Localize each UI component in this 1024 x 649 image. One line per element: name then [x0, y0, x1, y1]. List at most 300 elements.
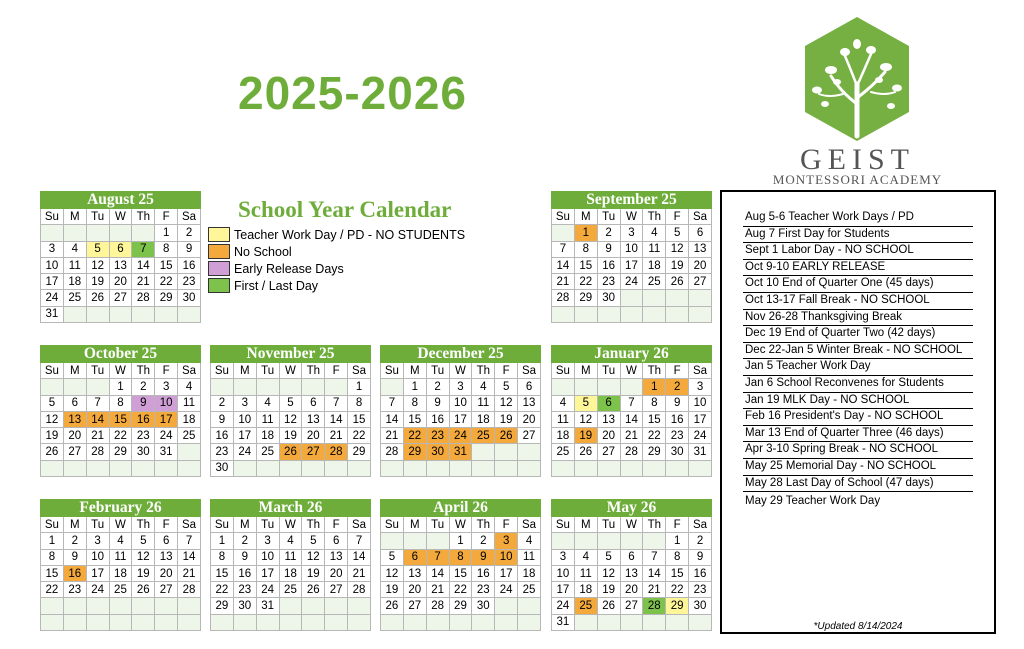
- empty-day-cell: [666, 306, 689, 322]
- month-calendar: [551, 345, 712, 477]
- day-cell: 27: [597, 444, 620, 460]
- weekday-header: Sa: [178, 363, 201, 379]
- weekday-header: W: [449, 517, 472, 533]
- empty-day-cell: [643, 290, 666, 306]
- day-cell: 21: [178, 565, 201, 581]
- day-cell: 7: [426, 549, 449, 565]
- weekday-header: Sa: [689, 363, 712, 379]
- day-cell: 11: [279, 549, 302, 565]
- weekday-header: Su: [381, 363, 404, 379]
- weekday-header: W: [279, 363, 302, 379]
- day-cell: 24: [41, 290, 64, 306]
- day-cell: 19: [495, 411, 518, 427]
- day-cell: 27: [620, 598, 643, 614]
- empty-day-cell: [256, 614, 279, 630]
- day-cell: 29: [348, 444, 371, 460]
- day-cell: 18: [643, 257, 666, 273]
- day-cell: 13: [597, 411, 620, 427]
- empty-day-cell: [279, 379, 302, 395]
- weekday-header: F: [495, 517, 518, 533]
- month-title: April 26: [381, 500, 541, 517]
- day-cell: 29: [449, 598, 472, 614]
- empty-day-cell: [495, 460, 518, 476]
- day-cell: 14: [643, 565, 666, 581]
- day-cell: 25: [178, 428, 201, 444]
- weekday-header: Sa: [348, 517, 371, 533]
- day-cell: 26: [666, 274, 689, 290]
- day-cell: 7: [348, 533, 371, 549]
- day-cell: 27: [403, 598, 426, 614]
- day-cell: 17: [233, 428, 256, 444]
- weekday-header: Tu: [426, 517, 449, 533]
- empty-day-cell: [597, 533, 620, 549]
- empty-day-cell: [597, 614, 620, 630]
- day-cell: 15: [348, 411, 371, 427]
- day-cell: 22: [574, 274, 597, 290]
- day-cell: 6: [689, 225, 712, 241]
- day-cell: 19: [86, 274, 109, 290]
- day-cell: 28: [325, 444, 348, 460]
- empty-day-cell: [132, 460, 155, 476]
- day-cell: 6: [109, 241, 132, 257]
- legend-label: First / Last Day: [234, 278, 319, 293]
- day-cell: 18: [178, 411, 201, 427]
- day-cell: 1: [449, 533, 472, 549]
- day-cell: 28: [552, 290, 575, 306]
- empty-day-cell: [41, 614, 64, 630]
- day-cell: 11: [178, 395, 201, 411]
- weekday-header: Sa: [518, 363, 541, 379]
- day-cell: 15: [41, 565, 64, 581]
- weekday-header: Tu: [86, 517, 109, 533]
- day-cell: 6: [403, 549, 426, 565]
- day-cell: 29: [403, 444, 426, 460]
- weekday-header: W: [109, 517, 132, 533]
- day-cell: 23: [233, 582, 256, 598]
- event-item: May 29 Teacher Work Day: [745, 495, 881, 508]
- day-cell: 26: [132, 582, 155, 598]
- day-cell: 9: [597, 241, 620, 257]
- day-cell: 14: [86, 411, 109, 427]
- empty-day-cell: [211, 614, 234, 630]
- day-cell: 9: [132, 395, 155, 411]
- empty-day-cell: [325, 614, 348, 630]
- day-cell: 16: [597, 257, 620, 273]
- month-title: February 26: [41, 500, 201, 517]
- empty-day-cell: [689, 460, 712, 476]
- day-cell: 2: [211, 395, 234, 411]
- day-cell: 16: [178, 257, 201, 273]
- day-cell: 27: [155, 582, 178, 598]
- empty-day-cell: [574, 379, 597, 395]
- day-cell: 1: [666, 533, 689, 549]
- weekday-header: Sa: [518, 517, 541, 533]
- weekday-header: M: [403, 517, 426, 533]
- day-cell: 2: [132, 379, 155, 395]
- day-cell: 19: [381, 582, 404, 598]
- day-cell: 2: [472, 533, 495, 549]
- weekday-header: Tu: [86, 363, 109, 379]
- day-cell: 5: [279, 395, 302, 411]
- empty-day-cell: [643, 614, 666, 630]
- day-cell: 2: [597, 225, 620, 241]
- empty-day-cell: [178, 444, 201, 460]
- day-cell: 31: [41, 306, 64, 322]
- day-cell: 16: [233, 565, 256, 581]
- day-cell: 16: [426, 411, 449, 427]
- day-cell: 27: [63, 444, 86, 460]
- day-cell: 5: [381, 549, 404, 565]
- empty-day-cell: [132, 225, 155, 241]
- day-cell: 10: [449, 395, 472, 411]
- month-title: September 25: [552, 192, 712, 209]
- day-cell: 4: [643, 225, 666, 241]
- day-cell: 16: [666, 411, 689, 427]
- weekday-header: F: [666, 209, 689, 225]
- day-cell: 9: [211, 411, 234, 427]
- day-cell: 11: [552, 411, 575, 427]
- day-cell: 21: [325, 428, 348, 444]
- day-cell: 17: [552, 582, 575, 598]
- month-title: October 25: [41, 346, 201, 363]
- day-cell: 13: [302, 411, 325, 427]
- day-cell: 6: [63, 395, 86, 411]
- day-cell: 4: [63, 241, 86, 257]
- day-cell: 22: [666, 582, 689, 598]
- day-cell: 13: [689, 241, 712, 257]
- day-cell: 11: [109, 549, 132, 565]
- updated-note: *Updated 8/14/2024: [813, 621, 903, 632]
- day-cell: 30: [132, 444, 155, 460]
- weekday-header: Th: [132, 209, 155, 225]
- weekday-header: M: [574, 363, 597, 379]
- empty-day-cell: [689, 306, 712, 322]
- day-cell: 8: [41, 549, 64, 565]
- event-item: Feb 16 President's Day - NO SCHOOL: [743, 409, 973, 426]
- day-cell: 13: [620, 565, 643, 581]
- weekday-header: Su: [211, 363, 234, 379]
- empty-day-cell: [41, 225, 64, 241]
- day-cell: 1: [574, 225, 597, 241]
- weekday-header: Th: [302, 517, 325, 533]
- day-cell: 4: [178, 379, 201, 395]
- day-cell: 12: [279, 411, 302, 427]
- day-cell: 25: [256, 444, 279, 460]
- day-cell: 1: [348, 379, 371, 395]
- day-cell: 31: [155, 444, 178, 460]
- day-cell: 12: [86, 257, 109, 273]
- year-title: 2025-2026: [238, 67, 467, 119]
- day-cell: 22: [348, 428, 371, 444]
- weekday-header: Sa: [178, 517, 201, 533]
- event-item: Oct 13-17 Fall Break - NO SCHOOL: [743, 293, 973, 310]
- empty-day-cell: [178, 614, 201, 630]
- month-title: December 25: [381, 346, 541, 363]
- day-cell: 15: [211, 565, 234, 581]
- empty-day-cell: [518, 598, 541, 614]
- day-cell: 5: [302, 533, 325, 549]
- day-cell: 26: [86, 290, 109, 306]
- day-cell: 22: [41, 582, 64, 598]
- weekday-header: F: [155, 209, 178, 225]
- day-cell: 25: [574, 598, 597, 614]
- empty-day-cell: [381, 533, 404, 549]
- day-cell: 4: [109, 533, 132, 549]
- day-cell: 29: [574, 290, 597, 306]
- empty-day-cell: [666, 460, 689, 476]
- day-cell: 23: [211, 444, 234, 460]
- weekday-header: M: [233, 363, 256, 379]
- empty-day-cell: [109, 460, 132, 476]
- legend: [208, 226, 465, 294]
- event-item: May 25 Memorial Day - NO SCHOOL: [743, 459, 973, 476]
- day-cell: 8: [574, 241, 597, 257]
- legend-swatch-orange: [208, 244, 230, 259]
- day-cell: 21: [552, 274, 575, 290]
- empty-day-cell: [86, 225, 109, 241]
- day-cell: 15: [449, 565, 472, 581]
- empty-day-cell: [574, 306, 597, 322]
- weekday-header: M: [574, 209, 597, 225]
- weekday-header: Sa: [689, 517, 712, 533]
- event-item: May 28 Last Day of School (47 days): [743, 476, 973, 493]
- day-cell: 25: [109, 582, 132, 598]
- empty-day-cell: [178, 460, 201, 476]
- day-cell: 10: [233, 411, 256, 427]
- empty-day-cell: [155, 460, 178, 476]
- day-cell: 18: [256, 428, 279, 444]
- month-calendar: [40, 499, 201, 631]
- day-cell: 3: [233, 395, 256, 411]
- day-cell: 30: [211, 460, 234, 476]
- empty-day-cell: [381, 379, 404, 395]
- day-cell: 28: [643, 598, 666, 614]
- empty-day-cell: [63, 379, 86, 395]
- day-cell: 14: [381, 411, 404, 427]
- day-cell: 31: [689, 444, 712, 460]
- day-cell: 23: [472, 582, 495, 598]
- day-cell: 10: [86, 549, 109, 565]
- day-cell: 26: [381, 598, 404, 614]
- empty-day-cell: [574, 460, 597, 476]
- day-cell: 4: [552, 395, 575, 411]
- weekday-header: W: [109, 363, 132, 379]
- day-cell: 20: [325, 565, 348, 581]
- day-cell: 28: [381, 444, 404, 460]
- day-cell: 3: [256, 533, 279, 549]
- weekday-header: Su: [41, 363, 64, 379]
- day-cell: 18: [518, 565, 541, 581]
- day-cell: 18: [63, 274, 86, 290]
- day-cell: 29: [211, 598, 234, 614]
- day-cell: 6: [302, 395, 325, 411]
- day-cell: 2: [178, 225, 201, 241]
- empty-day-cell: [620, 533, 643, 549]
- day-cell: 23: [426, 428, 449, 444]
- day-cell: 28: [348, 582, 371, 598]
- day-cell: 29: [155, 290, 178, 306]
- empty-day-cell: [620, 614, 643, 630]
- empty-day-cell: [132, 306, 155, 322]
- day-cell: 25: [472, 428, 495, 444]
- empty-day-cell: [63, 225, 86, 241]
- day-cell: 27: [302, 444, 325, 460]
- legend-label: Early Release Days: [234, 261, 344, 276]
- weekday-header: Th: [643, 517, 666, 533]
- day-cell: 18: [574, 582, 597, 598]
- empty-day-cell: [279, 614, 302, 630]
- day-cell: 23: [178, 274, 201, 290]
- day-cell: 22: [449, 582, 472, 598]
- empty-day-cell: [302, 460, 325, 476]
- weekday-header: M: [63, 209, 86, 225]
- day-cell: 19: [132, 565, 155, 581]
- weekday-header: Su: [381, 517, 404, 533]
- day-cell: 20: [597, 428, 620, 444]
- legend-swatch-green: [208, 278, 230, 293]
- day-cell: 20: [155, 565, 178, 581]
- day-cell: 26: [597, 598, 620, 614]
- day-cell: 10: [155, 395, 178, 411]
- day-cell: 4: [574, 549, 597, 565]
- day-cell: 10: [552, 565, 575, 581]
- month-calendar: [40, 191, 201, 323]
- empty-day-cell: [666, 614, 689, 630]
- weekday-header: W: [109, 209, 132, 225]
- day-cell: 20: [518, 411, 541, 427]
- weekday-header: Sa: [178, 209, 201, 225]
- day-cell: 23: [132, 428, 155, 444]
- day-cell: 12: [597, 565, 620, 581]
- empty-day-cell: [552, 306, 575, 322]
- weekday-header: F: [495, 363, 518, 379]
- day-cell: 20: [63, 428, 86, 444]
- logo-name: GEIST: [800, 143, 915, 176]
- weekday-header: Th: [472, 363, 495, 379]
- day-cell: 21: [426, 582, 449, 598]
- day-cell: 27: [689, 274, 712, 290]
- empty-day-cell: [41, 598, 64, 614]
- empty-day-cell: [472, 460, 495, 476]
- weekday-header: Th: [643, 209, 666, 225]
- day-cell: 18: [552, 428, 575, 444]
- weekday-header: Tu: [256, 517, 279, 533]
- weekday-header: W: [620, 209, 643, 225]
- day-cell: 12: [132, 549, 155, 565]
- day-cell: 10: [495, 549, 518, 565]
- empty-day-cell: [381, 614, 404, 630]
- empty-day-cell: [403, 460, 426, 476]
- day-cell: 25: [518, 582, 541, 598]
- day-cell: 25: [279, 582, 302, 598]
- day-cell: 10: [620, 241, 643, 257]
- day-cell: 29: [109, 444, 132, 460]
- weekday-header: Th: [302, 363, 325, 379]
- event-item: Jan 6 School Reconvenes for Students: [743, 376, 973, 393]
- day-cell: 20: [689, 257, 712, 273]
- empty-day-cell: [552, 379, 575, 395]
- day-cell: 21: [620, 428, 643, 444]
- month-title: January 26: [552, 346, 712, 363]
- day-cell: 26: [41, 444, 64, 460]
- empty-day-cell: [155, 614, 178, 630]
- day-cell: 7: [552, 241, 575, 257]
- day-cell: 21: [132, 274, 155, 290]
- day-cell: 23: [666, 428, 689, 444]
- day-cell: 8: [643, 395, 666, 411]
- day-cell: 30: [233, 598, 256, 614]
- empty-day-cell: [233, 379, 256, 395]
- day-cell: 16: [132, 411, 155, 427]
- day-cell: 26: [574, 444, 597, 460]
- day-cell: 27: [109, 290, 132, 306]
- empty-day-cell: [302, 379, 325, 395]
- day-cell: 24: [495, 582, 518, 598]
- empty-day-cell: [155, 306, 178, 322]
- empty-day-cell: [643, 533, 666, 549]
- empty-day-cell: [86, 460, 109, 476]
- event-item: Dec 19 End of Quarter Two (42 days): [743, 326, 973, 343]
- event-item: Mar 13 End of Quarter Three (46 days): [743, 426, 973, 443]
- day-cell: 17: [86, 565, 109, 581]
- weekday-header: M: [63, 517, 86, 533]
- empty-day-cell: [620, 379, 643, 395]
- day-cell: 18: [472, 411, 495, 427]
- weekday-header: W: [620, 517, 643, 533]
- empty-day-cell: [325, 598, 348, 614]
- empty-day-cell: [426, 614, 449, 630]
- day-cell: 13: [63, 411, 86, 427]
- day-cell: 11: [63, 257, 86, 273]
- day-cell: 26: [495, 428, 518, 444]
- weekday-header: F: [325, 363, 348, 379]
- day-cell: 9: [472, 549, 495, 565]
- day-cell: 11: [256, 411, 279, 427]
- month-calendar: [210, 345, 371, 477]
- day-cell: 4: [472, 379, 495, 395]
- day-cell: 25: [552, 444, 575, 460]
- day-cell: 20: [109, 274, 132, 290]
- day-cell: 7: [325, 395, 348, 411]
- day-cell: 12: [666, 241, 689, 257]
- day-cell: 8: [155, 241, 178, 257]
- weekday-header: Tu: [86, 209, 109, 225]
- day-cell: 22: [403, 428, 426, 444]
- day-cell: 15: [666, 565, 689, 581]
- empty-day-cell: [109, 225, 132, 241]
- day-cell: 5: [41, 395, 64, 411]
- empty-day-cell: [552, 460, 575, 476]
- empty-day-cell: [109, 306, 132, 322]
- day-cell: 3: [155, 379, 178, 395]
- day-cell: 20: [302, 428, 325, 444]
- empty-day-cell: [63, 614, 86, 630]
- empty-day-cell: [86, 598, 109, 614]
- day-cell: 7: [178, 533, 201, 549]
- month-calendar: [380, 499, 541, 631]
- day-cell: 30: [597, 290, 620, 306]
- day-cell: 24: [256, 582, 279, 598]
- weekday-header: M: [63, 363, 86, 379]
- day-cell: 17: [689, 411, 712, 427]
- weekday-header: Tu: [597, 363, 620, 379]
- day-cell: 25: [63, 290, 86, 306]
- event-item: Jan 5 Teacher Work Day: [743, 359, 973, 376]
- day-cell: 5: [495, 379, 518, 395]
- empty-day-cell: [211, 379, 234, 395]
- day-cell: 6: [325, 533, 348, 549]
- empty-day-cell: [233, 614, 256, 630]
